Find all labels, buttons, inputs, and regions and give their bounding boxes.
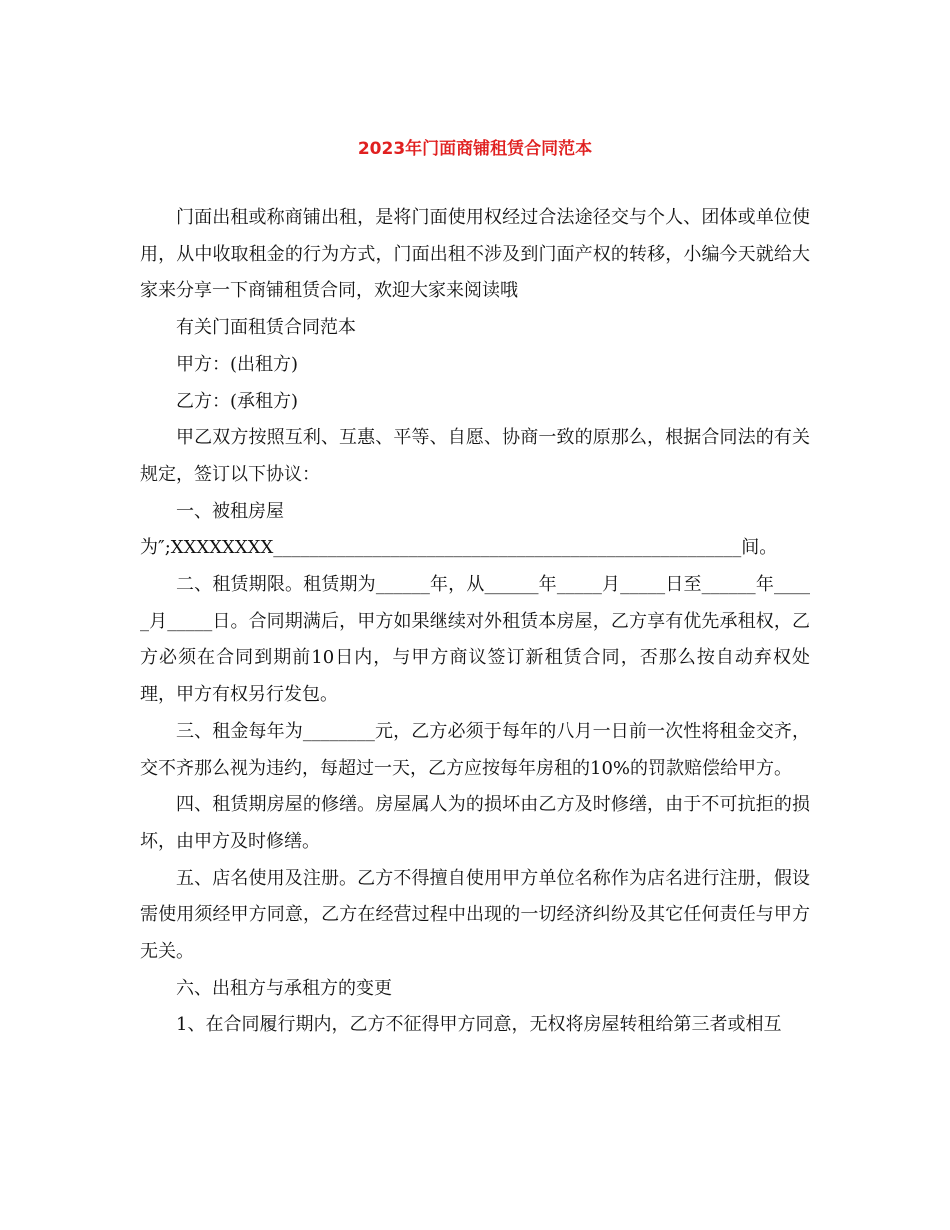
contract-heading: 有关门面租赁合同范本 bbox=[176, 317, 356, 339]
section-5-store-name: 五、店名使用及注册。乙方不得擅自使用甲方单位名称作为店名进行注册，假设需使用须经甲方同意，乙方在经营过程中出现的一切经济纠纷及其它任何责任与甲方无关。 bbox=[140, 867, 810, 963]
section-3-rent: 三、租金每年为________元，乙方必须于每年的八月一日前一次性将租金交齐，交不齐那么视为违约，每超过一天，乙方应按每年房租的10%的罚款赔偿给甲方。 bbox=[140, 720, 810, 779]
premises-line: 为″;XXXXXXXX____________________________________________________间。 bbox=[140, 537, 778, 559]
intro-paragraph: 门面出租或称商铺出租，是将门面使用权经过合法途径交与个人、团体或单位使用，从中收取租金的行为方式，门面出租不涉及到门面产权的转移，小编今天就给大家来分享一下商铺租赁合同，欢迎大家来阅读哦 bbox=[140, 207, 810, 302]
party-b-line: 乙方：(承租方) bbox=[176, 390, 299, 412]
document-title: 2023年门面商铺租赁合同范本 bbox=[357, 139, 593, 159]
agreement-preamble: 甲乙双方按照互利、互惠、平等、自愿、协商一致的原那么，根据合同法的有关规定，签订以下协议： bbox=[140, 427, 810, 485]
clause-6-1: 1、在合同履行期内，乙方不征得甲方同意，无权将房屋转租给第三者或相互 bbox=[176, 1014, 782, 1036]
party-a-line: 甲方：(出租方) bbox=[176, 353, 299, 375]
section-4-repairs: 四、租赁期房屋的修缮。房屋属人为的损坏由乙方及时修缮，由于不可抗拒的损坏，由甲方及时修缮。 bbox=[140, 794, 810, 852]
section-2-lease-term: 二、租赁期限。租赁期为______年，从______年_____月_____日至______年_____月_____日。合同期满后，甲方如果继续对外租赁本房屋，乙方享有优先承租权，乙方必须在合同到期前10日内，与甲方商议签订新租赁合同，否那么按自动弃权处理，甲方有权另行发包。 bbox=[140, 574, 810, 706]
document-body bbox=[140, 200, 810, 1044]
section-6-heading: 六、出租方与承租方的变更 bbox=[176, 977, 392, 999]
section-1-heading: 一、被租房屋 bbox=[176, 500, 284, 522]
